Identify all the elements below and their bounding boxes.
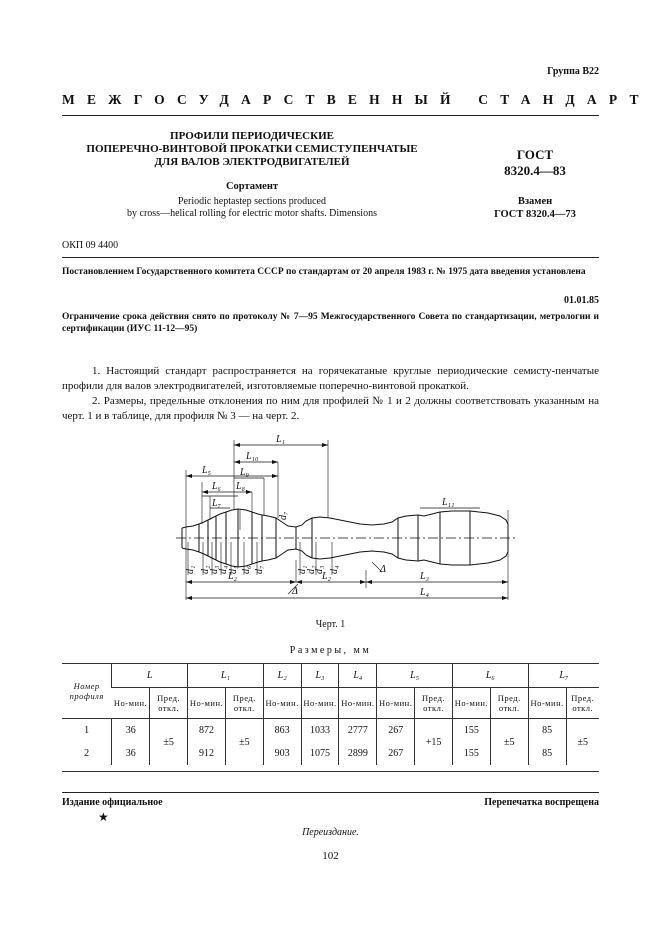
- label-L4: L₄: [420, 587, 430, 598]
- cell-L4: 2899: [339, 742, 377, 765]
- label-d3: d₃: [209, 565, 220, 574]
- subhead-tol: Пред. откл.: [150, 688, 188, 719]
- label-d4: d₄: [218, 565, 229, 574]
- cell-L5: 267: [377, 742, 415, 765]
- gost-designation: [470, 147, 600, 179]
- subhead-nom: Но-мин.: [301, 688, 339, 719]
- label-d7-top: d₇: [278, 511, 289, 520]
- document-title: [62, 130, 442, 169]
- subhead-tol: Пред. откл.: [225, 688, 263, 719]
- subhead-tol: Пред. откл.: [566, 688, 599, 719]
- cell-L3: 1033: [301, 719, 339, 743]
- title-line: ПРОФИЛИ ПЕРИОДИЧЕСКИЕ: [170, 130, 334, 142]
- label-delta-2: Δ: [292, 586, 298, 597]
- col-L: L: [112, 663, 188, 688]
- table-title: Размеры, мм: [289, 645, 372, 656]
- label-delta-1: Δ: [380, 564, 386, 575]
- document-subtitle: Сортамент: [225, 181, 279, 192]
- cell-L: 36: [112, 719, 150, 743]
- label-d4-right: d₄: [329, 565, 340, 574]
- standard-banner: МЕЖГОСУДАРСТВЕННЫЙ СТАНДАРТ: [62, 92, 651, 107]
- gost-label: ГОСТ: [516, 147, 554, 162]
- gost-number: 8320.4—83: [504, 163, 566, 178]
- english-title-line: Periodic heptastep sections produced: [177, 196, 326, 207]
- official-edition: Издание официальное: [62, 797, 163, 808]
- replaces-block: [470, 195, 600, 221]
- col-L5: L₅: [377, 663, 453, 688]
- col-L3: L₃: [301, 663, 339, 688]
- label-d1-right: d₁: [297, 565, 308, 574]
- label-L9: L₉: [240, 467, 250, 478]
- cell-L5: 267: [377, 719, 415, 743]
- cell-tol-L7: ±5: [566, 719, 599, 766]
- group-code: Группа В22: [547, 66, 599, 77]
- header-rule: [62, 115, 599, 116]
- cell-L2: 863: [263, 719, 301, 743]
- cell-L2: 903: [263, 742, 301, 765]
- subhead-nom: Но-мин.: [339, 688, 377, 719]
- english-title-line: by cross—helical rolling for electric motor shafts. Dimensions: [127, 208, 377, 219]
- reissue-note: Переиздание.: [302, 827, 359, 838]
- replaces-label: Взамен: [517, 196, 553, 207]
- subhead-nom: Но-мин.: [112, 688, 150, 719]
- row-header: Номер профиля: [62, 663, 112, 719]
- okp-rule: [62, 257, 599, 258]
- label-d7: d₇: [254, 565, 265, 574]
- cell-L6: 155: [452, 719, 490, 743]
- col-L6: L₆: [452, 663, 528, 688]
- cell-L7: 85: [528, 742, 566, 765]
- cell-tol-L: ±5: [150, 719, 188, 766]
- drawing-caption: Черт. 1: [315, 619, 346, 630]
- effective-date: 01.01.85: [564, 295, 599, 306]
- label-L8: L₈: [236, 481, 246, 492]
- limitation-text: Ограничение срока действия снято по протоколу № 7—95 Межгосударственного Совета по стандартизации, метрологии и сертификации (ИУС 11-12—95): [62, 312, 599, 334]
- label-L2-left: L₂: [228, 571, 238, 582]
- star-icon: ★: [98, 810, 109, 824]
- cell-tol-L1: ±5: [225, 719, 263, 766]
- subhead-tol: Пред. откл.: [490, 688, 528, 719]
- table-bottom-rule: [62, 771, 599, 772]
- footer-rule: [62, 792, 599, 793]
- decree-text: Постановлением Государственного комитета СССР по стандартам от 20 апреля 1983 г. № 1975 дата введения установлена: [62, 267, 586, 277]
- label-L7: L₇: [212, 498, 222, 509]
- cell-tol-L6: ±5: [490, 719, 528, 766]
- cell-L1: 872: [188, 719, 226, 743]
- col-L1: L₁: [188, 663, 264, 688]
- shaft-drawing: [0, 430, 661, 612]
- subhead-nom: Но-мин.: [377, 688, 415, 719]
- label-L2-right: L₂: [322, 571, 332, 582]
- page-number: 102: [322, 850, 339, 862]
- cell-L1: 912: [188, 742, 226, 765]
- label-L10: L₁₀: [246, 451, 259, 462]
- col-L7: L₇: [528, 663, 599, 688]
- label-L11: L₁₁: [442, 497, 455, 508]
- cell-L4: 2777: [339, 719, 377, 743]
- cell-L: 36: [112, 742, 150, 765]
- subhead-nom: Но-мин.: [528, 688, 566, 719]
- label-L6: L₆: [212, 481, 222, 492]
- cell-profile: 1: [84, 725, 90, 736]
- label-L5: L₅: [202, 465, 212, 476]
- sizes-table: [62, 663, 599, 765]
- reprint-prohibited: Перепечатка воспрещена: [484, 797, 599, 808]
- col-L4: L₄: [339, 663, 377, 688]
- cell-tol-L5: +15: [415, 719, 453, 766]
- label-d2-right: d₂: [306, 565, 317, 574]
- title-line: ПОПЕРЕЧНО-ВИНТОВОЙ ПРОКАТКИ СЕМИСТУПЕНЧАТЫЕ: [86, 143, 418, 155]
- cell-profile: 2: [84, 748, 90, 759]
- label-d3-right: d₃: [314, 565, 325, 574]
- subhead-tol: Пред. откл.: [415, 688, 453, 719]
- subhead-nom: Но-мин.: [263, 688, 301, 719]
- subhead-nom: Но-мин.: [188, 688, 226, 719]
- english-title: [62, 196, 442, 220]
- cell-L3: 1075: [301, 742, 339, 765]
- label-d6: d₆: [241, 565, 252, 574]
- label-d2: d₂: [200, 565, 211, 574]
- paragraph-2: 2. Размеры, предельные отклонения по ним для профилей № 1 и 2 должны соответствовать указанным на черт. 1 и в таблице, для профиля № 3 — на черт. 2.: [62, 395, 599, 422]
- cell-L7: 85: [528, 719, 566, 743]
- label-L1: L₁: [276, 434, 286, 445]
- label-d1: d₁: [185, 565, 196, 574]
- label-L3: L₃: [420, 571, 430, 582]
- title-line: ДЛЯ ВАЛОВ ЭЛЕКТРОДВИГАТЕЛЕЙ: [154, 156, 350, 168]
- paragraph-1: 1. Настоящий стандарт распространяется на горячекатаные круглые периодические семисту-пенчатые профили для валов электродвигателей, изготовляемые поперечно-винтовой прокаткой.: [62, 365, 599, 392]
- cell-L6: 155: [452, 742, 490, 765]
- okp-code: ОКП 09 4400: [62, 240, 119, 251]
- subhead-nom: Но-мин.: [452, 688, 490, 719]
- table-row: [62, 719, 599, 743]
- col-L2: L₂: [263, 663, 301, 688]
- label-d5: d₅: [228, 565, 239, 574]
- replaces-number: ГОСТ 8320.4—73: [494, 209, 576, 220]
